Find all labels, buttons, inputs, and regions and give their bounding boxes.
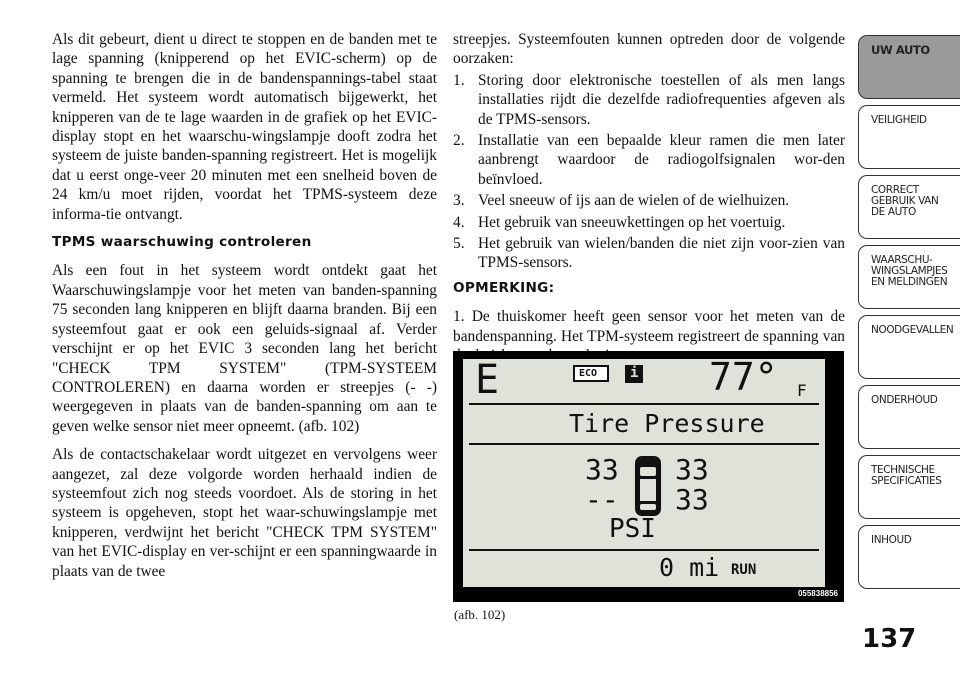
tab-waarschuwingslampjes[interactable]: WAARSCHU- WINGSLAMPJES EN MELDINGEN [858,245,960,309]
tab-inhoud[interactable]: INHOUD [858,525,960,589]
paragraph: Als een fout in het systeem wordt ontdekt gaat het Waarschuwingslampje voor het meten van banden-spanning 75 seconden lang knipperen en blijft daarna branden. Bij een systeemfout gaat er ook een geluids-signaal af. Verder verschijnt er op het EVIC 3 seconden lang het bericht "CHECK TPM SYSTEM" (TPM-SYSTEEM CONTROLEREN) en daarna worden er streepjes (- -) weergegeven in plaats van de banden-spanning om aan te geven welke sensor niet meer opneemt. (afb. 102) [52,262,437,435]
front-left-pressure: 33 [585,453,619,486]
info-icon: i [625,365,643,383]
run-indicator: RUN [731,562,757,578]
left-text-column [52,30,437,590]
odometer: 0 mi [659,553,720,582]
tab-veiligheid[interactable]: VEILIGHEID [858,105,960,169]
paragraph: Als de contactschakelaar wordt uitgezet en vervolgens weer aangezet, zal deze volgorde worden herhaald indien de systeemfout zich nog steeds voordoet. Als de storing in het systeem is opgeheven, stopt het waar-schuwingslampje met knipperen, verdwijnt het bericht "CHECK TPM SYSTEM" van het EVIC-display en ver-schijnt er een spanningwaarde in plaats van de twee [52,446,437,580]
chapter-tabs [858,35,960,595]
list-item: 2. Installatie van een bepaalde kleur ramen die men later aanbrengt waardoor de radiogolfsignalen wor-den beïnvloed. [453,132,845,188]
pressure-unit: PSI [609,514,656,544]
tab-uw-auto[interactable]: UW AUTO [858,35,960,99]
screen-title: Tire Pressure [569,409,765,438]
paragraph: Als dit gebeurt, dient u direct te stoppen en de banden met te lage spanning (knipperend op het EVIC-scherm) op de spanning te brengen die in de bandenspannings-tabel staat vermeld. Het systeem wordt automatisch bijgewerkt, het knipperen van de te lage waarden in de grafiek op het EVIC-display stopt en het waarschu-wingslampje dooft zodra het systeem de juiste banden-spanning registreert. Het is mogelijk dat u eerst onge-veer 20 minuten met een snelheid boven de 24 km/u moet rijden, voordat het TPMS-systeem deze informa-tie ontvangt. [52,31,437,223]
evic-display-figure [453,351,844,602]
note-heading: OPMERKING: [453,279,555,296]
rear-right-pressure: 33 [675,483,709,516]
divider [469,403,819,405]
note-text: 1. De thuiskomer heeft geen sensor voor het meten van de bandenspanning. Het TPM-systeem registreert de spanning van [453,308,845,345]
figure-caption: (afb. 102) [454,607,506,622]
tab-onderhoud[interactable]: ONDERHOUD [858,385,960,449]
divider [469,549,819,551]
eco-icon: ECO [573,365,609,382]
temperature-unit: F [797,381,807,400]
divider [469,443,819,445]
page-number: 137 [862,624,917,654]
cause-list [453,71,845,273]
paragraph: streepjes. Systeemfouten kunnen optreden door de volgende oorzaken: [453,31,845,68]
figure-code: 055838856 [797,589,838,598]
right-text-column [453,30,845,375]
lcd-screen [463,355,825,587]
rear-left-pressure: -- [585,483,619,516]
compass-heading: E [475,357,500,403]
tab-technische-specificaties[interactable]: TECHNISCHE SPECIFICATIES [858,455,960,519]
section-heading: TPMS waarschuwing controleren [52,234,312,251]
list-item: 3. Veel sneeuw of ijs aan de wielen of de wielhuizen. [453,192,790,210]
tab-noodgevallen[interactable]: NOODGEVALLEN [858,315,960,379]
front-right-pressure: 33 [675,453,709,486]
tab-correct-gebruik[interactable]: CORRECT GEBRUIK VAN DE AUTO [858,175,960,239]
list-item: 1. Storing door elektronische toestellen of als men langs installaties rijdt die dezelfde radiofrequenties afgeven als de TPMS-sensors. [453,71,845,128]
list-item: 4. Het gebruik van sneeuwkettingen op het voertuig. [453,213,786,231]
vehicle-icon [633,455,663,517]
outside-temperature: 77° [709,355,778,399]
list-item: 5. Het gebruik van wielen/banden die niet zijn voor-zien van TPMS-sensors. [453,235,845,272]
